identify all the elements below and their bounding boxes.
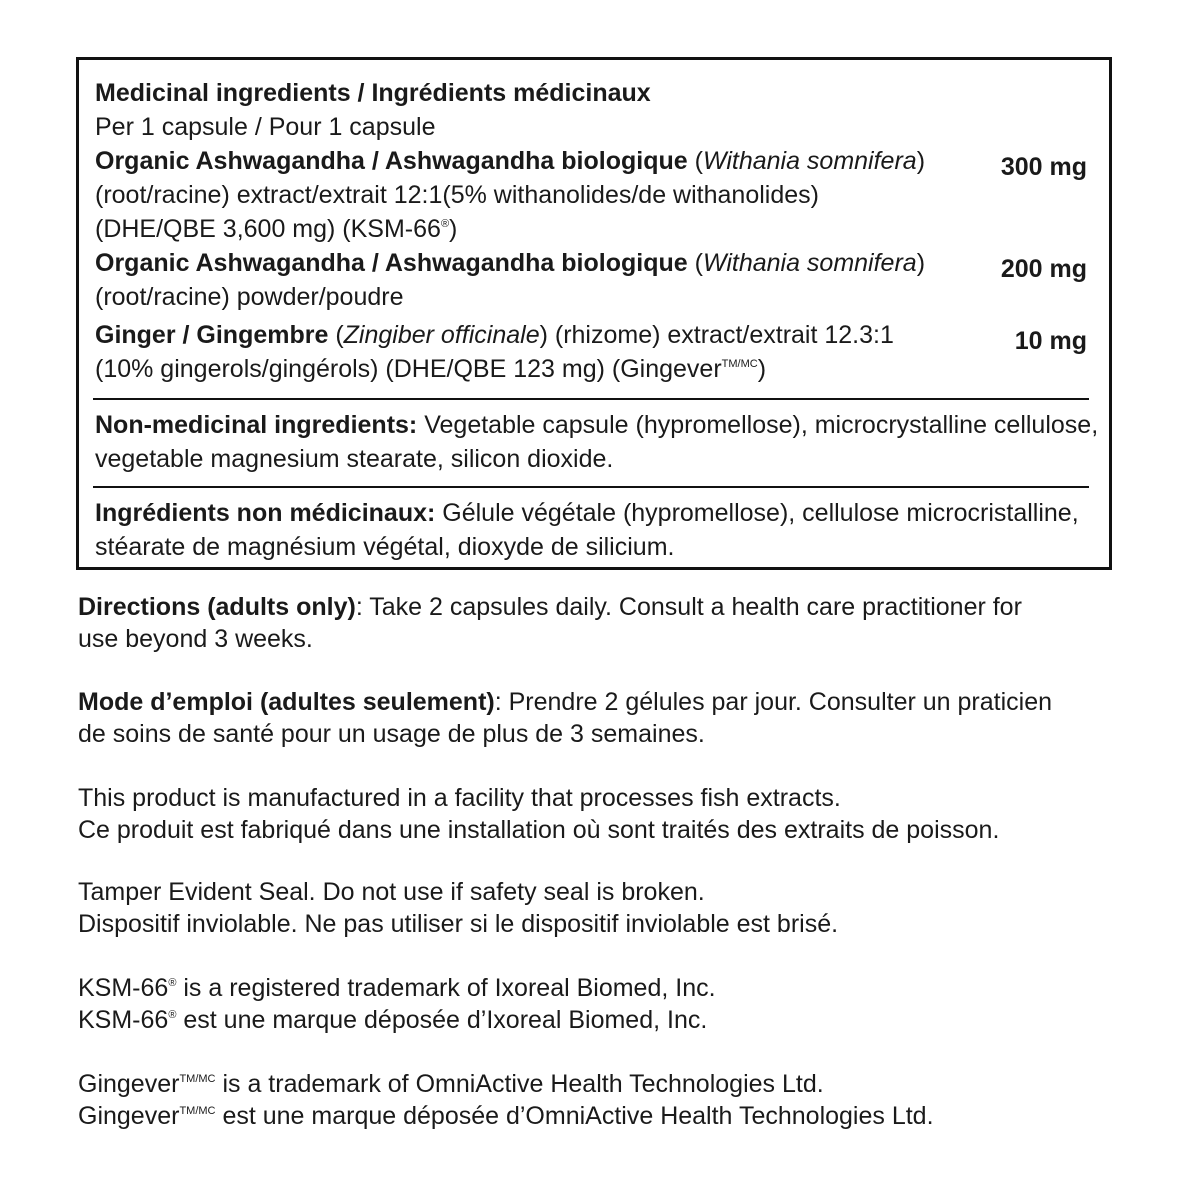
latin-name: Zingiber officinale — [343, 321, 540, 349]
latin-name: Withania somnifera — [702, 147, 917, 175]
ingredient-detail: (DHE/QBE 3,600 mg) (KSM-66®) — [95, 215, 458, 243]
ingredient-amount: 200 mg — [1000, 255, 1087, 283]
trademark-mark: TM/MC — [179, 1105, 216, 1117]
ingredient-title: Ginger / Gingembre (Zingiber officinale) (rhizome) extract/extrait 12.3:1 — [95, 321, 894, 349]
facility-notice: This product is manufactured in a facility that processes fish extracts. Ce produit est fabriqué dans une installation où sont traités des extraits de poisson. — [78, 784, 1000, 844]
gingever-trademark-notice: Gingever$^{TM/MC}$ is a trademark of OmniActive Health Technologies Ltd. Gingever$^{TM/MC}$ est une marque déposée d’OmniActive Health Technologies Ltd. — [78, 1070, 934, 1130]
registered-mark: ® — [168, 977, 177, 989]
ingredient-title: Organic Ashwagandha / Ashwagandha biologique (Withania somnifera) — [95, 249, 926, 277]
ingredient-name: Organic Ashwagandha / Ashwagandha biologique — [95, 147, 688, 175]
non-medicinal-en: Non-medicinal ingredients: Vegetable capsule (hypromellose), microcrystalline cellulose, vegetable magnesium stearate, silicon dioxide. — [95, 411, 1099, 473]
ingredient-detail: (root/racine) powder/poudre — [95, 283, 404, 311]
ingredients-panel — [76, 57, 1112, 570]
directions-en: Directions (adults only): Take 2 capsules daily. Consult a health care practitioner for use beyond 3 weeks. — [78, 593, 1022, 653]
trademark-mark: TM/MC — [721, 358, 758, 370]
ingredient-row — [95, 144, 1087, 246]
directions-label: Mode d’emploi (adultes seulement) — [78, 688, 495, 716]
ingredient-name: Organic Ashwagandha / Ashwagandha biologique — [95, 249, 688, 277]
ingredient-row — [95, 246, 1087, 314]
ingredient-detail: (root/racine) extract/extrait 12:1(5% withanolides/de withanolides) — [95, 181, 819, 209]
ingredient-name: Ginger / Gingembre — [95, 321, 329, 349]
ingredient-row — [95, 318, 1087, 386]
non-medicinal-label: Non-medicinal ingredients: — [95, 411, 418, 439]
medicinal-heading: Medicinal ingredients / Ingrédients médicinaux — [95, 79, 651, 107]
directions-label: Directions (adults only) — [78, 593, 356, 621]
non-medicinal-fr: Ingrédients non médicinaux: Gélule végétale (hypromellose), cellulose microcristalline, stéarate de magnésium végétal, dioxyde de silicium. — [95, 499, 1079, 561]
registered-mark: ® — [168, 1009, 177, 1021]
non-medicinal-label: Ingrédients non médicinaux: — [95, 499, 436, 527]
ingredient-detail: (10% gingerols/gingérols) (DHE/QBE 123 mg) (Gingever$^{TM/MC}$) — [95, 355, 767, 383]
ksm-trademark-notice: KSM-66® is a registered trademark of Ixoreal Biomed, Inc. KSM-66® est une marque déposée d’Ixoreal Biomed, Inc. — [78, 974, 716, 1034]
registered-mark: ® — [440, 218, 450, 230]
tamper-seal-notice: Tamper Evident Seal. Do not use if safety seal is broken. Dispositif inviolable. Ne pas utiliser si le dispositif inviolable est brisé. — [78, 878, 839, 938]
ingredient-amount: 300 mg — [1000, 153, 1087, 181]
directions-fr: Mode d’emploi (adultes seulement): Prendre 2 gélules par jour. Consulter un praticien de soins de santé pour un usage de plus de 3 semaines. — [78, 688, 1052, 748]
ingredient-amount: 10 mg — [1014, 327, 1087, 355]
latin-name: Withania somnifera — [702, 249, 917, 277]
ingredient-title: Organic Ashwagandha / Ashwagandha biologique (Withania somnifera) — [95, 147, 926, 175]
per-capsule: Per 1 capsule / Pour 1 capsule — [95, 113, 436, 141]
trademark-mark: TM/MC — [179, 1073, 216, 1085]
